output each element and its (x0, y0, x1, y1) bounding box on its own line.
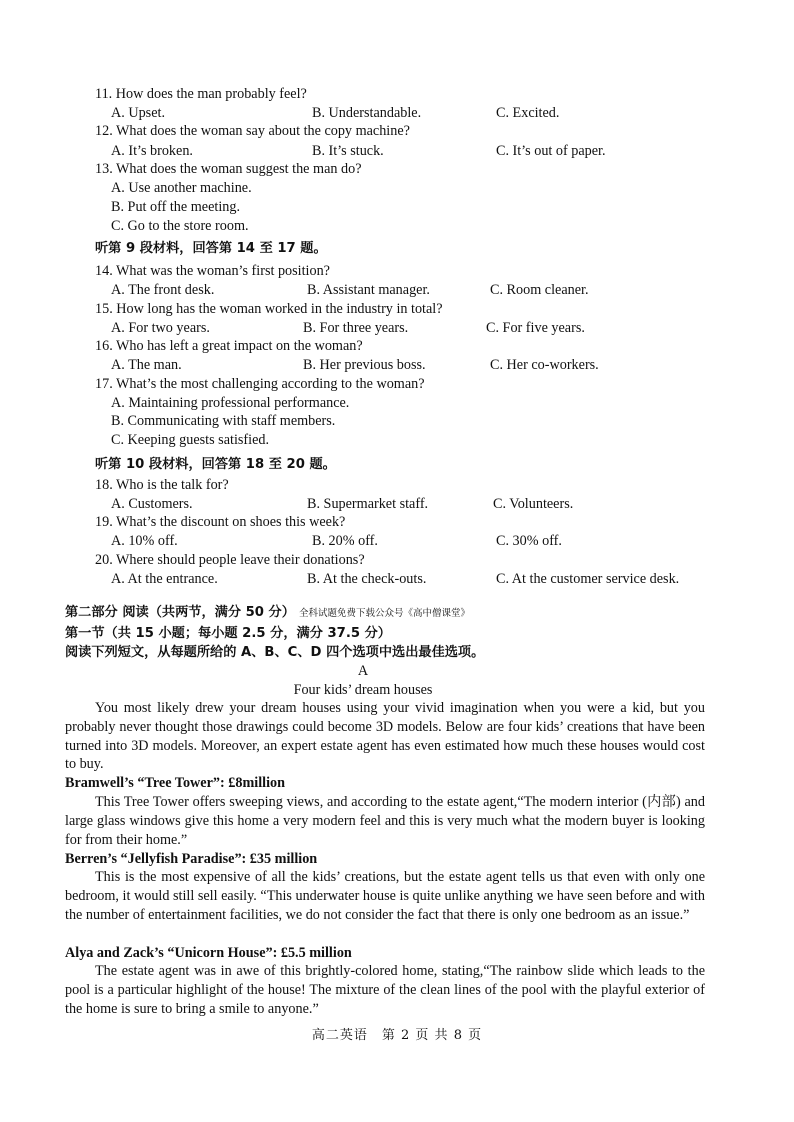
question-14: 14. What was the woman’s first position? (95, 263, 330, 279)
question-13: 13. What does the woman suggest the man do? (95, 161, 362, 177)
option-a: A. Use another machine. (111, 180, 252, 196)
house-heading-3: Alya and Zack’s “Unicorn House”: £5.5 million (65, 945, 352, 961)
option-a: A. It’s broken. (111, 143, 193, 159)
question-16: 16. Who has left a great impact on the woman? (95, 338, 363, 354)
option-b: B. For three years. (303, 320, 409, 336)
option-b: B. Put off the meeting. (111, 199, 240, 215)
reading-instruction: 阅读下列短文，从每题所给的 A、B、C、D 四个选项中选出最佳选项。 (65, 645, 485, 660)
option-b: B. Understandable. (312, 105, 422, 121)
option-b: B. It’s stuck. (312, 143, 384, 159)
question-18: 18. Who is the talk for? (95, 477, 229, 493)
question-17: 17. What’s the most challenging according to the woman? (95, 376, 425, 392)
option-a: A. Upset. (111, 105, 165, 121)
option-a: A. Customers. (111, 496, 193, 512)
option-a: A. Maintaining professional performance. (111, 395, 350, 411)
option-b: B. At the check-outs. (307, 571, 427, 587)
option-b: B. 20% off. (312, 533, 378, 549)
question-20: 20. Where should people leave their donations? (95, 552, 365, 568)
option-c: C. Volunteers. (493, 496, 574, 512)
option-b: B. Communicating with staff members. (111, 413, 336, 429)
option-c: C. Room cleaner. (490, 282, 589, 298)
passage-letter: A (357, 663, 369, 679)
house-paragraph-3: The estate agent was in awe of this brightly-colored home, stating,“The rainbow slide which leads to the pool is a particular highlight of the house! The mixture of the clean lines of the pool with the playful exterior of the home is sure to bring a smile to anyone.” (65, 963, 705, 1017)
part-two-heading (65, 604, 470, 623)
question-11: 11. How does the man probably feel? (95, 86, 307, 102)
house-heading-1: Bramwell’s “Tree Tower”: £8million (65, 775, 286, 791)
question-19: 19. What’s the discount on shoes this week? (95, 514, 346, 530)
option-c: C. For five years. (486, 320, 585, 336)
section-heading-10: 听第 10 段材料，回答第 18 至 20 题。 (95, 457, 336, 472)
watermark-note: 全科试题免费下载公众号《高中僧课堂》 (298, 608, 470, 619)
passage-intro: You most likely drew your dream houses using your vivid imagination when you were a kid, but you probably never thought those drawings could become 3D models. Below are four kids’ creations that have been turned into 3D models. Moreover, an expert estate agent has even estimated how much these houses would cost to buy. (65, 700, 705, 773)
option-c: C. Her co-workers. (490, 357, 599, 373)
house-paragraph-2: This is the most expensive of all the kids’ creations, but the estate agent tells us that even with only one bedroom, it would still sell easily. “This underwater house is quite unlike anything we have seen before and with the number of entertainment facilities, we do not consider the fact that there is only one bedroom as an issue.” (65, 869, 705, 923)
part-title: 第二部分 阅读（共两节，满分 50 分） (65, 605, 295, 620)
house-paragraph-1: This Tree Tower offers sweeping views, and according to the estate agent,“The modern interior (内部) and large glass windows give this home a very modern feel and this is very much what the modern buyer is looking for from their home.” (65, 794, 705, 848)
option-c: C. 30% off. (496, 533, 562, 549)
option-c: C. At the customer service desk. (496, 571, 680, 587)
option-a: A. 10% off. (111, 533, 178, 549)
option-a: A. The front desk. (111, 282, 215, 298)
option-c: C. Excited. (496, 105, 560, 121)
option-a: A. At the entrance. (111, 571, 218, 587)
section-one-heading: 第一节（共 15 小题；每小题 2.5 分，满分 37.5 分） (65, 626, 391, 641)
passage-title: Four kids’ dream houses (293, 682, 433, 698)
option-a: A. For two years. (111, 320, 210, 336)
house-heading-2: Berren’s “Jellyfish Paradise”: £35 million (65, 851, 318, 867)
option-c: C. Go to the store room. (111, 218, 249, 234)
page-footer: 高二英语 第 2 页 共 8 页 (311, 1028, 483, 1043)
question-15: 15. How long has the woman worked in the industry in total? (95, 301, 443, 317)
question-12: 12. What does the woman say about the copy machine? (95, 123, 410, 139)
section-heading-9: 听第 9 段材料，回答第 14 至 17 题。 (95, 241, 327, 256)
option-c: C. It’s out of paper. (496, 143, 606, 159)
option-b: B. Her previous boss. (303, 357, 426, 373)
option-b: B. Assistant manager. (307, 282, 430, 298)
option-c: C. Keeping guests satisfied. (111, 432, 270, 448)
option-b: B. Supermarket staff. (307, 496, 429, 512)
option-a: A. The man. (111, 357, 182, 373)
